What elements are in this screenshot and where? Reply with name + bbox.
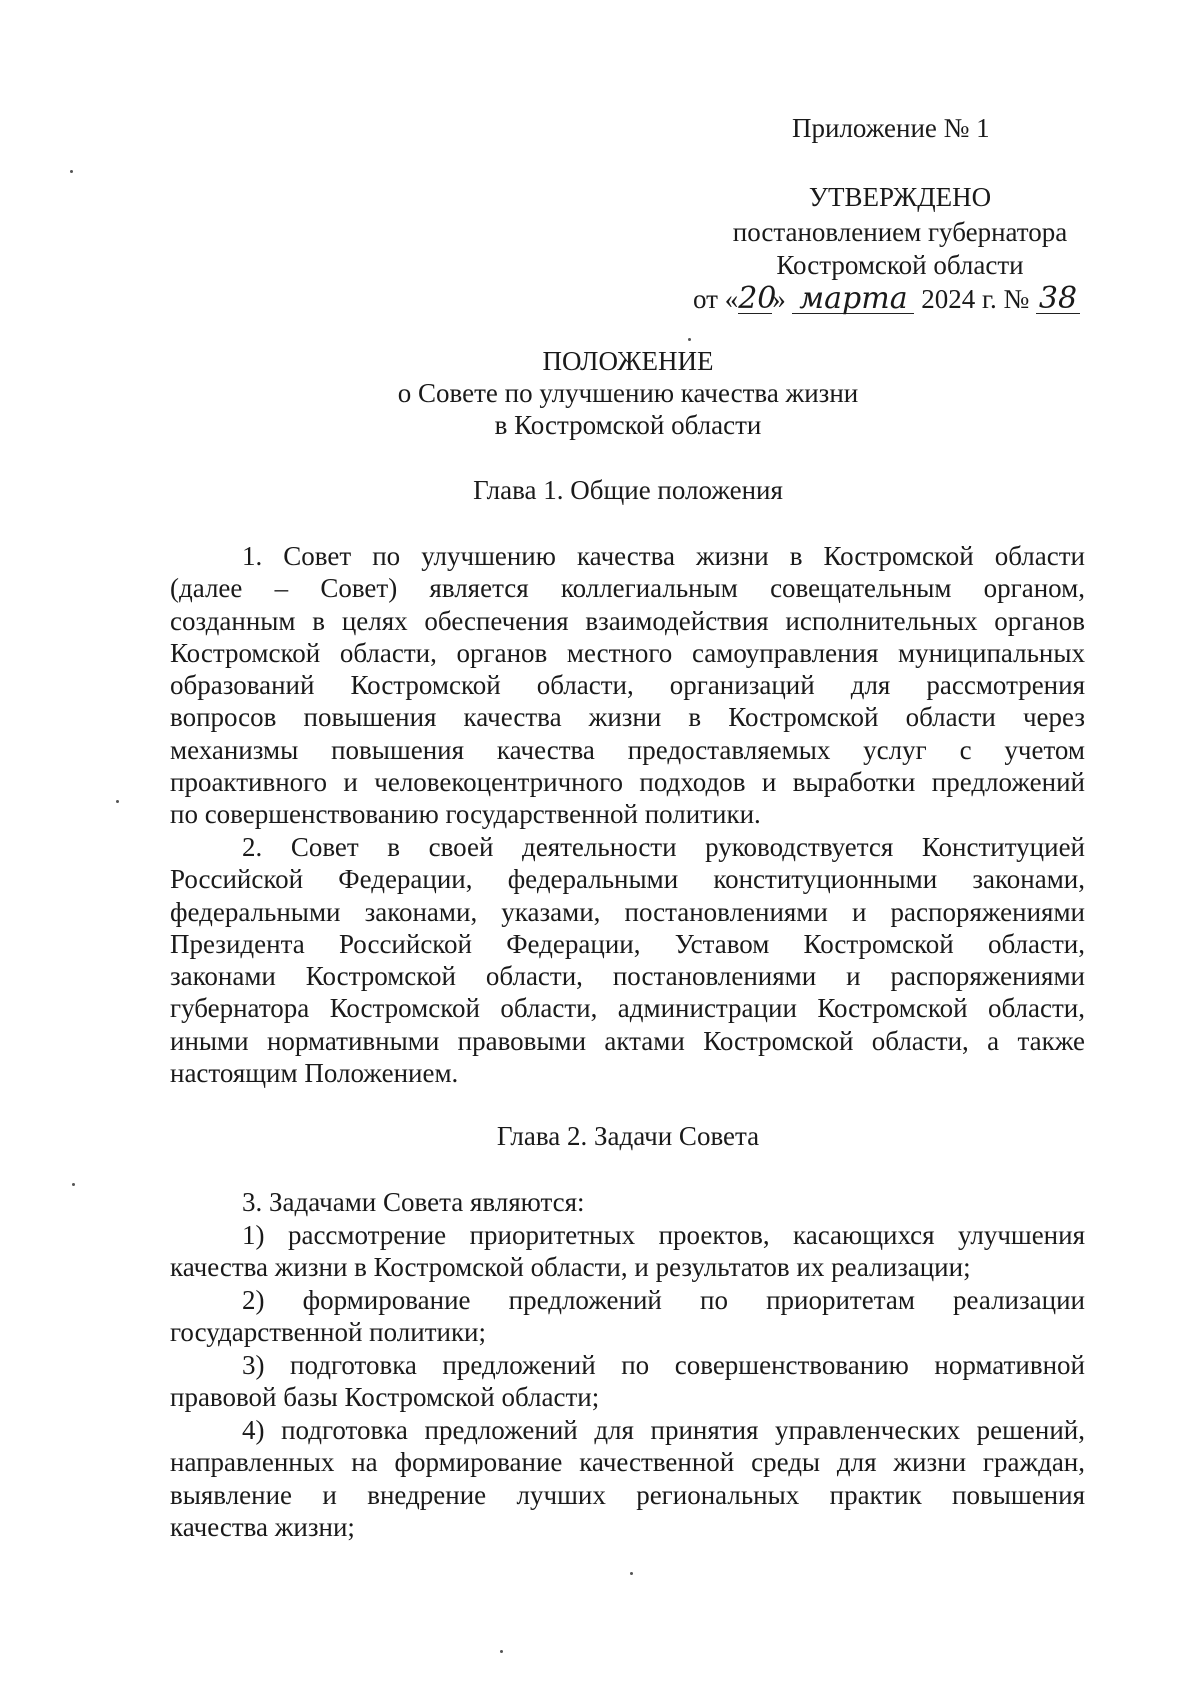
- handwritten-day: 20: [738, 281, 777, 316]
- paragraph-line: 3) подготовка предложений по совершенствованию нормативной: [242, 1350, 1085, 1380]
- paragraph-line: Костромской области, органов местного самоуправления муниципальных: [170, 637, 1085, 668]
- paragraph-line: по совершенствованию государственной политики.: [170, 799, 761, 830]
- paragraph-line: качества жизни;: [170, 1511, 355, 1542]
- scan-speck: [688, 338, 691, 341]
- paragraph-line: механизмы повышения качества предоставляемых услуг с учетом: [170, 734, 1085, 765]
- document-subtitle-1: о Совете по улучшению качества жизни: [397, 378, 859, 408]
- paragraph-line: проактивного и человекоцентричного подходов и выработки предложений: [170, 767, 1085, 798]
- paragraph-line: иными нормативными правовыми актами Костромской области, а также: [170, 1025, 1085, 1056]
- scan-speck: [116, 800, 119, 803]
- scan-speck: [70, 170, 73, 173]
- paragraph-line: вопросов повышения качества жизни в Костромской области через: [170, 702, 1085, 733]
- handwritten-month: марта: [792, 285, 914, 314]
- task-item-4: [170, 1414, 1085, 1543]
- date-year: 2024 г. №: [914, 284, 1036, 314]
- task-item-2: [170, 1284, 1085, 1349]
- paragraph-line: 3. Задачами Совета являются:: [242, 1187, 585, 1217]
- paragraph-line: 2. Совет в своей деятельности руководствуется Конституцией: [242, 832, 1085, 862]
- appendix-label: Приложение № 1: [792, 113, 990, 143]
- paragraph-line: (далее – Совет) является коллегиальным совещательным органом,: [170, 573, 1085, 604]
- paragraph-line: 4) подготовка предложений для принятия управленческих решений,: [242, 1415, 1085, 1445]
- approved-stamp-text: УТВЕРЖДЕНО: [808, 182, 992, 212]
- paragraph-line: образований Костромской области, организаций для рассмотрения: [170, 670, 1085, 701]
- scan-speck: [630, 1572, 633, 1575]
- document-subtitle-2: в Костромской области: [494, 410, 762, 440]
- paragraph-line: федеральными законами, указами, постановлениями и распоряжениями: [170, 896, 1085, 927]
- paragraph-line: законами Костромской области, постановлениями и распоряжениями: [170, 961, 1085, 992]
- paragraph-line: государственной политики;: [170, 1317, 487, 1348]
- scan-speck: [72, 1183, 75, 1186]
- task-item-1: [170, 1219, 1085, 1284]
- handwritten-number: 38: [1036, 285, 1080, 314]
- paragraph-line: качества жизни в Костромской области, и результатов их реализации;: [170, 1252, 971, 1283]
- approved-by-line-1: постановлением губернатора: [732, 217, 1068, 247]
- paragraph-1: [170, 540, 1085, 831]
- chapter-2-heading: Глава 2. Задачи Совета: [496, 1121, 760, 1151]
- paragraph-line: губернатора Костромской области, администрации Костромской области,: [170, 993, 1085, 1024]
- paragraph-3-intro: [170, 1186, 1085, 1218]
- date-mid: »: [772, 284, 793, 314]
- paragraph-line: 1) рассмотрение приоритетных проектов, касающихся улучшения: [242, 1220, 1085, 1250]
- paragraph-line: 2) формирование предложений по приоритетам реализации: [242, 1285, 1085, 1315]
- paragraph-line: созданным в целях обеспечения взаимодействия исполнительных органов: [170, 605, 1085, 636]
- paragraph-line: Президента Российской Федерации, Уставом Костромской области,: [170, 928, 1085, 959]
- scan-speck: [500, 1650, 503, 1653]
- paragraph-line: настоящим Положением.: [170, 1058, 459, 1089]
- paragraph-line: выявление и внедрение лучших региональных практик повышения: [170, 1479, 1085, 1510]
- document-title: ПОЛОЖЕНИЕ: [542, 346, 714, 376]
- chapter-1-heading: Глава 1. Общие положения: [473, 475, 783, 505]
- paragraph-line: правовой базы Костромской области;: [170, 1382, 600, 1413]
- approved-by-line-2: Костромской области: [776, 250, 1024, 280]
- approval-date-line: [693, 283, 1080, 315]
- task-item-3: [170, 1349, 1085, 1414]
- paragraph-line: направленных на формирование качественной среды для жизни граждан,: [170, 1447, 1085, 1478]
- paragraph-2: [170, 831, 1085, 1089]
- paragraph-line: Российской Федерации, федеральными конституционными законами,: [170, 864, 1085, 895]
- paragraph-line: 1. Совет по улучшению качества жизни в Костромской области: [242, 541, 1085, 571]
- date-prefix: от «: [693, 284, 739, 314]
